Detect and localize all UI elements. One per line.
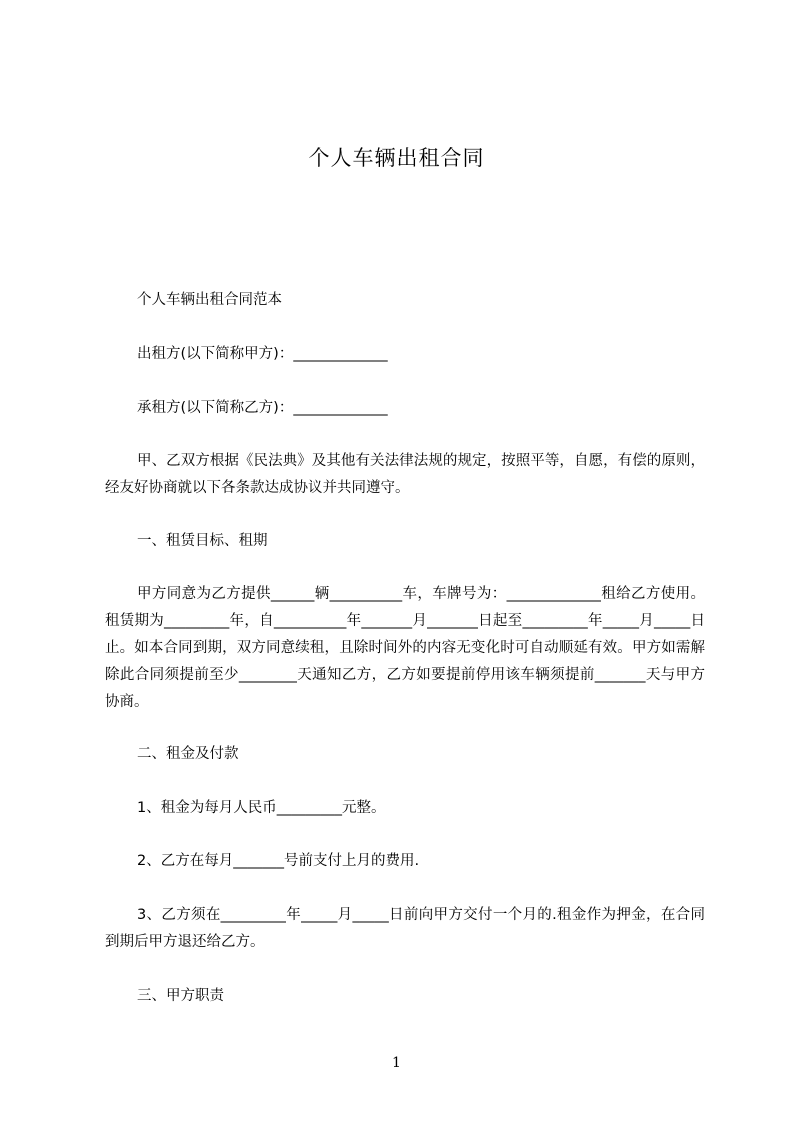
lease-terms-paragraph: 甲方同意为乙方提供______辆__________车，车牌号为：_____________租给乙方使用。租赁期为_________年，自__________年_______月_______日起至_________年_____月_____日止。如本合同到期，双方同意续租，且除时间外的内容无变化时可自动顺延有效。甲方如需解除此合同须提前至少________天通知乙方，乙方如要提前停用该车辆须提前_______天与甲方协商。 <box>105 586 705 710</box>
rent-item-3: 3、乙方须在_________年_____月_____日前向甲方交付一个月的.租金作为押金，在合同到期后甲方退还给乙方。 <box>105 907 705 950</box>
preamble-paragraph: 甲、乙双方根据《民法典》及其他有关法律法规的规定，按照平等，自愿，有偿的原则，经友好协商就以下各条款达成协议并共同遵守。 <box>105 453 705 496</box>
section-heading-lessor-duties: 三、甲方职责 <box>137 988 224 1004</box>
document-title: 个人车辆出租合同 <box>308 146 485 170</box>
rent-item-2: 2、乙方在每月_______号前支付上月的费用. <box>137 853 420 869</box>
rent-item-1: 1、租金为每月人民币_________元整。 <box>137 800 386 816</box>
subtitle-template: 个人车辆出租合同范本 <box>137 292 282 308</box>
page-number: 1 <box>392 1055 401 1071</box>
lessee-line: 承租方(以下简称乙方)：_____________ <box>137 400 388 416</box>
lessor-line: 出租方(以下简称甲方)：_____________ <box>137 346 388 362</box>
section-heading-rent: 二、租金及付款 <box>137 746 239 762</box>
section-heading-lease: 一、租赁目标、租期 <box>137 533 268 549</box>
